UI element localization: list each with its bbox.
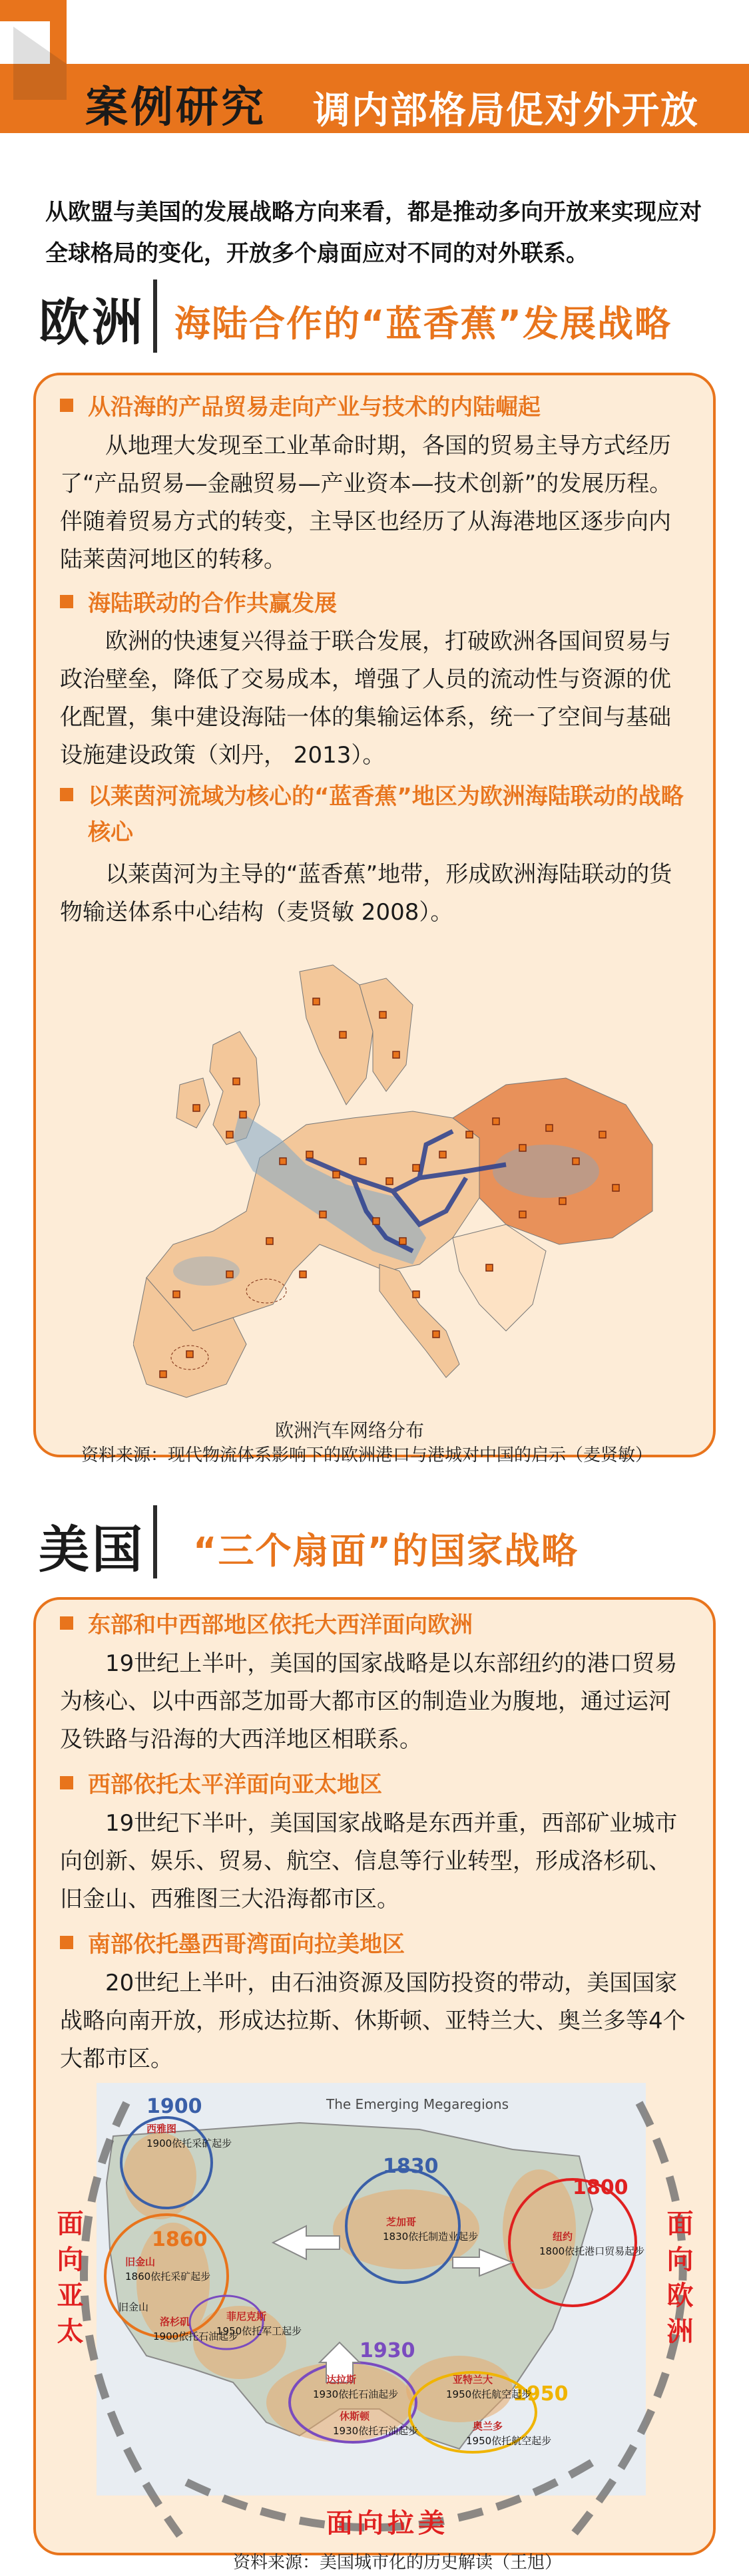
city-dallas: 达拉斯 [326, 2374, 357, 2386]
usa-map-title: The Emerging Megaregions [326, 2096, 509, 2112]
europe-item-2-text: 欧洲的快速复兴得益于联合发展，打破欧洲各国间贸易与政治壁垒，降低了交易成本，增强了人员的流动性与资源的优化配置，集中建设海陆一体的集输运体系，统一了空间与基础设施建设政策（刘丹， 2013）。 [60, 628, 671, 769]
year-1900: 1900 [146, 2095, 202, 2118]
section-divider [153, 1505, 157, 1578]
europe-item-1-text: 从地理大发现至工业革命时期，各国的贸易主导方式经历了“产品贸易—金融贸易—产业资本—技术创新”的发展历程。伴随着贸易方式的转变，主导区也经历了从海港地区逐步向内陆莱茵河地区的转移。 [60, 433, 672, 573]
city-atlanta-note: 1950依托航空起步 [446, 2388, 532, 2400]
city-houston: 休斯顿 [340, 2410, 370, 2422]
city-la: 洛杉矶 [160, 2316, 190, 2328]
year-1860: 1860 [152, 2228, 208, 2251]
year-1930: 1930 [360, 2339, 415, 2362]
city-seattle-note: 1900依托采矿起步 [146, 2137, 232, 2149]
label-facing-latin-america: 面向拉美 [326, 2508, 449, 2539]
city-sf: 旧金山 [125, 2256, 156, 2268]
section-divider [153, 279, 157, 353]
europe-item-3-text: 以莱茵河为主导的“蓝香蕉”地带，形成欧洲海陆联动的货物输送体系中心结构（麦贤敏 2008）。 [60, 861, 672, 926]
year-1950: 1950 [513, 2382, 569, 2406]
header-corner-shape [0, 0, 67, 100]
city-phoenix-note: 1950依托军工起步 [216, 2325, 302, 2337]
europe-source: 资料来源：现代物流体系影响下的欧洲港口与港城对中国的启示（麦贤敏） [81, 1445, 653, 1465]
europe-map-title: 欧洲汽车网络分布 [275, 1419, 425, 1441]
bullet-square-icon [60, 1776, 73, 1789]
usa-map [47, 2076, 702, 2542]
usa-item-3-heading: 南部依托墨西哥湾面向拉美地区 [60, 1927, 405, 1962]
bullet-square-icon [60, 399, 73, 412]
city-chicago-note: 1830依托制造业起步 [383, 2231, 479, 2243]
section-title-usa: 美国 [39, 1520, 145, 1579]
city-atlanta: 亚特兰大 [453, 2374, 493, 2386]
city-sf-small: 旧金山 [119, 2301, 149, 2313]
label-facing-asia-pacific: 面向亚太 [53, 2209, 83, 2353]
usa-source: 资料来源：美国城市化的历史解读（王旭） [233, 2553, 563, 2573]
city-dallas-note: 1930依托石油起步 [313, 2388, 399, 2400]
city-ny-note: 1800依托港口贸易起步 [539, 2245, 645, 2257]
city-orlando: 奥兰多 [473, 2420, 503, 2432]
usa-item-2-heading: 西部依托太平洋面向亚太地区 [60, 1767, 382, 1803]
section-subtitle-usa: “三个扇面”的国家战略 [193, 1530, 579, 1572]
section-subtitle-europe: 海陆合作的“蓝香蕉”发展战略 [174, 303, 672, 345]
city-chicago: 芝加哥 [386, 2216, 417, 2228]
usa-item-1-heading: 东部和中西部地区依托大西洋面向欧洲 [60, 1607, 473, 1643]
usa-item-2-text: 19世纪下半叶，美国国家战略是东西并重，西部矿业城市向创新、娱乐、贸易、航空、信息等行业转型，形成洛杉矶、旧金山、西雅图三大沿海都市区。 [60, 1810, 678, 1913]
intro-text: 从欧盟与美国的发展战略方向来看，都是推动多向开放来实现应对全球格局的变化，开放多个扇面应对不同的对外联系。 [45, 199, 702, 267]
city-orlando-note: 1950依托航空起步 [466, 2435, 552, 2447]
year-1830: 1830 [383, 2155, 439, 2178]
page-subtitle: 调内部格局促对外开放 [313, 89, 699, 132]
section-title-europe: 欧洲 [39, 293, 145, 352]
bullet-square-icon [60, 595, 73, 608]
usa-item-3-text: 20世纪上半叶，由石油资源及国防投资的带动，美国国家战略向南开放，形成达拉斯、休斯顿、亚特兰大、奥兰多等4个大都市区。 [60, 1970, 686, 2072]
label-facing-europe: 面向欧洲 [662, 2209, 693, 2353]
city-sf-note: 1860依托采矿起步 [125, 2271, 211, 2283]
city-houston-note: 1930依托石油起步 [333, 2425, 419, 2437]
city-seattle: 西雅图 [146, 2123, 177, 2135]
europe-item-1-heading: 从沿海的产品贸易走向产业与技术的内陆崛起 [60, 389, 541, 425]
city-ny: 纽约 [553, 2231, 573, 2243]
bullet-square-icon [60, 1936, 73, 1949]
usa-item-1-text: 19世纪上半叶，美国的国家战略是以东部纽约的港口贸易为核心、以中西部芝加哥大都市区的制造业为腹地，通过运河及铁路与沿海的大西洋地区相联系。 [60, 1650, 678, 1753]
page-title: 案例研究 [85, 83, 266, 132]
city-phoenix: 菲尼克斯 [226, 2310, 267, 2322]
year-1800: 1800 [573, 2176, 628, 2199]
city-la-note: 1900依托石油起步 [153, 2330, 239, 2342]
europe-item-3-heading: 以莱茵河流域为核心的“蓝香蕉”地区为欧洲海陆联动的战略核心 [60, 779, 692, 850]
europe-item-2-heading: 海陆联动的合作共赢发展 [60, 586, 337, 622]
bullet-square-icon [60, 788, 73, 801]
bullet-square-icon [60, 1616, 73, 1630]
europe-map [133, 958, 666, 1417]
